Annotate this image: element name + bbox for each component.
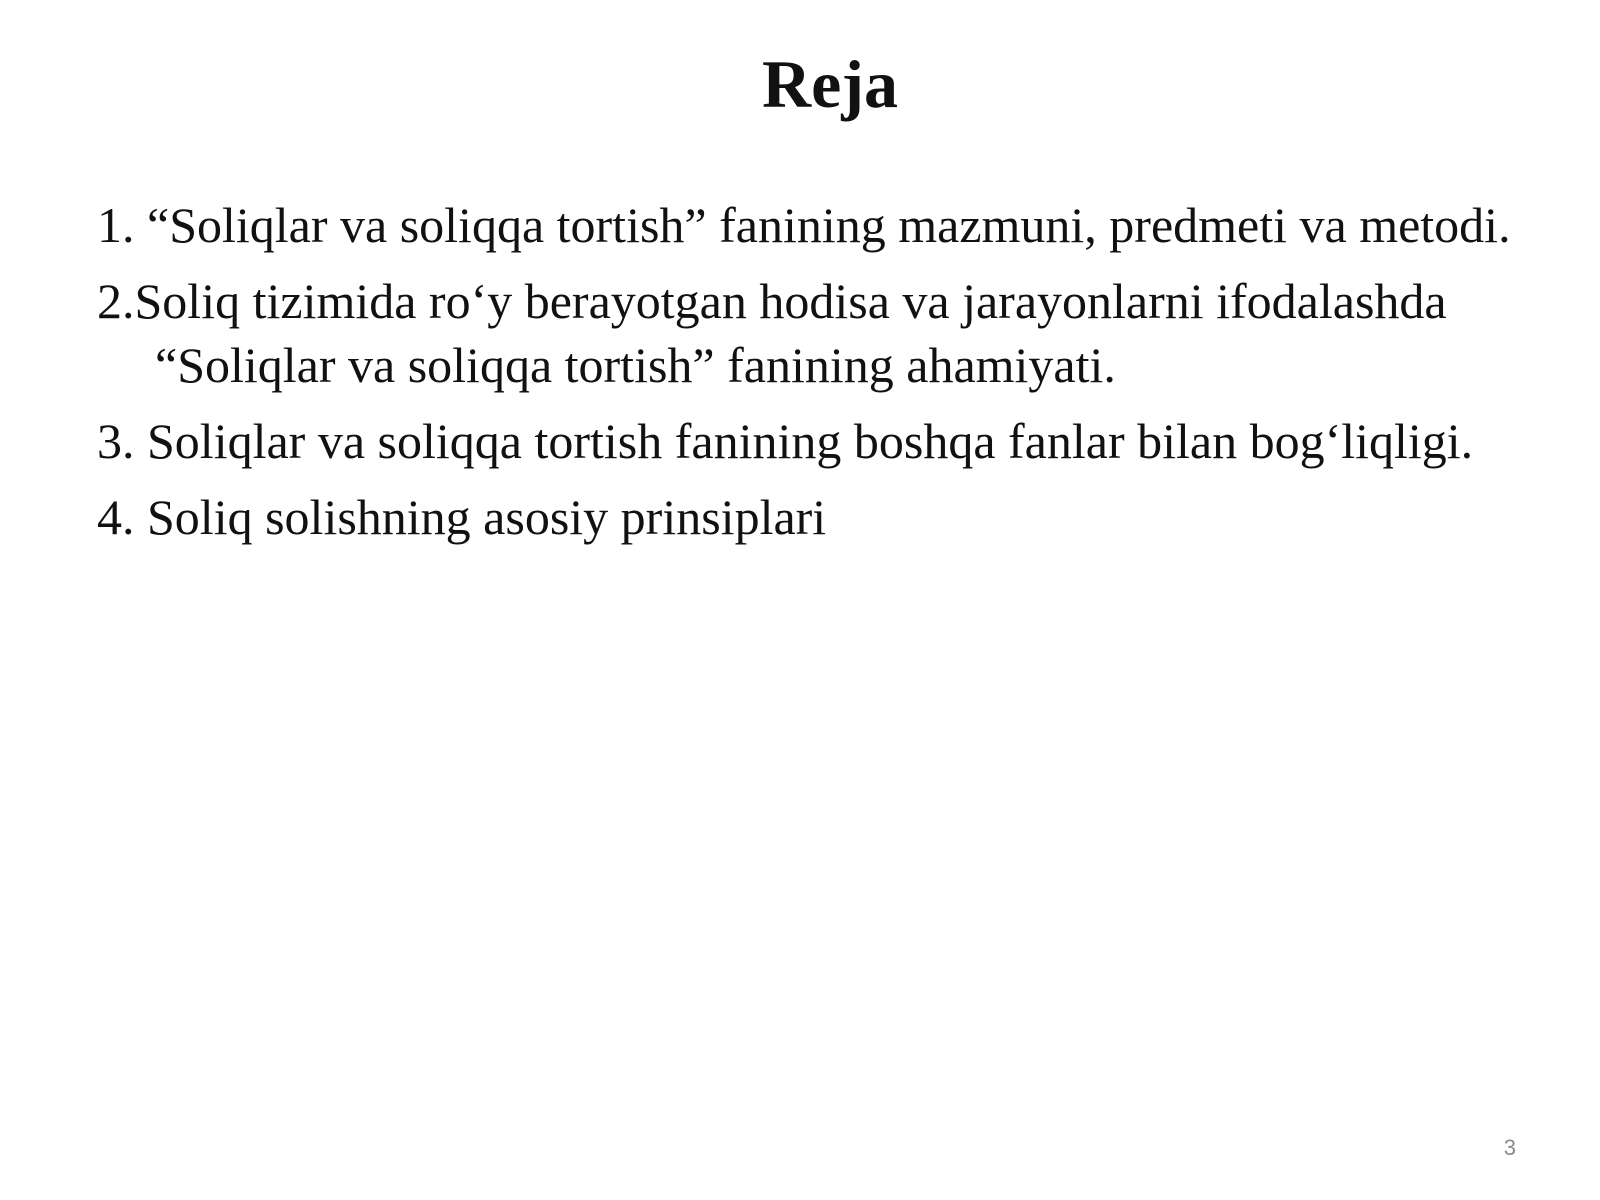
plan-item-4: 4. Soliq solishning asosiy prinsiplari xyxy=(97,489,827,545)
plan-item-3: 3. Soliqlar va soliqqa tortish fanining boshqa fanlar bilan bog‘liqligi. xyxy=(97,413,1474,469)
page-number: 3 xyxy=(1503,1135,1516,1160)
plan-item-2: 2.Soliq tizimida ro‘y berayotgan hodisa va jarayonlarni ifodalashda “Soliqlar va soliqqa tortish” fanining ahamiyati. xyxy=(97,273,1447,393)
plan-list xyxy=(97,193,1557,561)
plan-item-1: 1. “Soliqlar va soliqqa tortish” fanining mazmuni, predmeti va metodi. xyxy=(97,197,1511,253)
slide-title: Reja xyxy=(762,46,898,122)
